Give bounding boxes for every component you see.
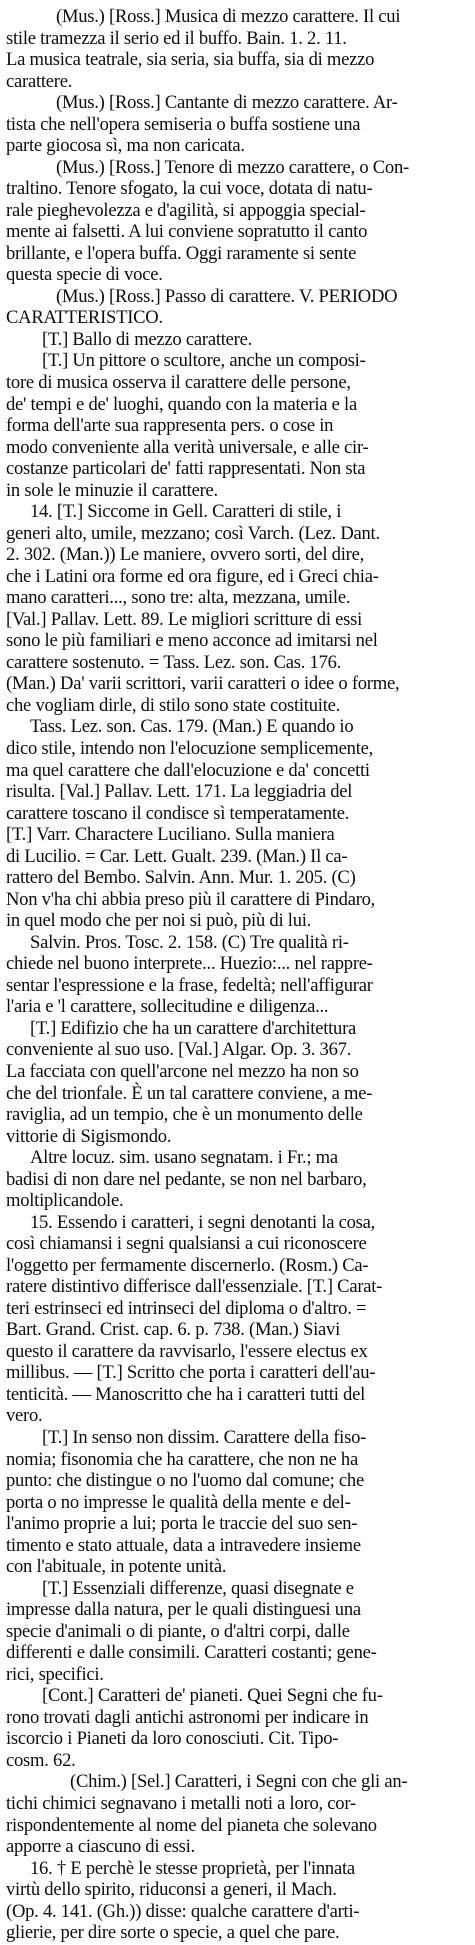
text-line: La musica teatrale, sia seria, sia buffa, sia di mezzo [6, 49, 375, 71]
text-line: teri estrinseci ed intrinseci del diploma o d'altro. = [6, 1297, 367, 1319]
text-line: traltino. Tenore sfogato, la cui voce, dotata di natu- [6, 178, 373, 200]
text-line: 15. Essendo i caratteri, i segni denotanti la cosa, [30, 1211, 376, 1233]
text-line: questa specie di voce. [6, 264, 163, 286]
text-line: [Val.] Pallav. Lett. 89. Le migliori scritture di essi [6, 608, 363, 630]
text-line: in quel modo che per noi si può, più di lui. [6, 910, 312, 932]
text-line: rono trovati dagli antichi astronomi per indicare in [6, 1706, 369, 1728]
text-line: [T.] Essenziali differenze, quasi disegnate e [42, 1577, 354, 1599]
text-line: timento e stato attuale, data a intravedere insieme [6, 1534, 361, 1556]
dictionary-page [0, 4, 475, 1944]
text-line: tichi chimici segnavano i metalli noti a loro, cor- [6, 1792, 356, 1814]
text-line: dico stile, intendo non l'elocuzione semplicemente, [6, 738, 374, 760]
text-line: sentar l'espressione e la frase, fedeltà; nell'affigurar [6, 974, 373, 996]
text-line: che del trionfale. È un tal carattere conviene, a me- [6, 1082, 373, 1104]
text-line: tore di musica osserva il carattere delle persone, [6, 372, 351, 393]
text-line: tista che nell'opera semiseria o buffa sostiene una [6, 113, 361, 135]
text-line: così chiamansi i segni qualsiansi a cui riconoscere [6, 1233, 367, 1255]
text-line: brillante, e l'opera buffa. Oggi raramente si sente [6, 242, 357, 264]
text-line: sono le più familiari e meno acconce ad imitarsi nel [6, 630, 378, 652]
text-line: che vogliam dirle, di stilo sono state costituite. [6, 694, 341, 716]
text-line: [T.] Edifizio che ha un carattere d'architettura [30, 1017, 357, 1039]
text-line: virtù dello spirito, riduconsi a generi, il Mach. [6, 1879, 337, 1901]
text-line: stile tramezza il serio ed il buffo. Bain. 1. 2. 11. [6, 27, 347, 49]
text-line: tenticità. — Manoscritto che ha i caratteri tutti del [6, 1383, 366, 1405]
text-line: [T.] In senso non dissim. Carattere della fiso- [42, 1426, 367, 1448]
text-line: millibus. — [T.] Scritto che porta i caratteri dell'au- [6, 1362, 376, 1384]
text-line: ratere distintivo differisce dall'essenziale. [T.] Carat- [6, 1276, 383, 1298]
text-line: raviglia, ad un tempio, che è un monumento delle [6, 1104, 363, 1126]
text-line: l'oggetto per fermamente discernerlo. (Rosm.) Ca- [6, 1254, 369, 1276]
text-line: Non v'ha chi abbia preso più il carattere di Pindaro, [6, 888, 376, 910]
text-line: chiede nel buono interprete... Huezio:... nel rappre- [6, 953, 373, 975]
text-line: glierie, per dire sorte o specie, a quel che pare. [6, 1922, 340, 1944]
text-line: l'aria e 'l carattere, sollecitudine e diligenza... [6, 996, 329, 1018]
text-line: cosm. 62. [6, 1749, 76, 1771]
text-line: impresse dalla natura, per le quali distinguesi una [6, 1599, 361, 1621]
text-line: [T.] Varr. Charactere Luciliano. Sulla maniera [6, 824, 335, 846]
text-line: conveniente al suo uso. [Val.] Algar. Op. 3. 367. [6, 1039, 352, 1061]
text-line: in sole le minuzie il carattere. [6, 479, 218, 501]
text-line: 2. 302. (Man.)) Le maniere, ovvero sorti, del dire, [6, 544, 364, 566]
text-line: rattero del Bembo. Salvin. Ann. Mur. 1. 205. (C) [6, 867, 356, 889]
text-line: (Man.) Da' varii scrittori, varii caratteri o idee o forme, [6, 673, 400, 695]
text-line: generi alto, umile, mezzano; così Varch. (Lez. Dant. [6, 522, 380, 544]
text-line: forma dell'arte sua rappresenta pers. o cose in [6, 415, 334, 437]
text-line: Tass. Lez. son. Cas. 179. (Man.) E quando io [30, 716, 354, 738]
text-line: carattere toscano il condisce sì temperatamente. [6, 802, 350, 824]
text-line: differenti e dalle consimili. Caratteri costanti; gene- [6, 1642, 377, 1664]
text-line: che i Latini ora forme ed ora figure, ed i Greci chia- [6, 565, 379, 587]
text-line: specie d'animali o di piante, o d'altri corpi, dalle [6, 1620, 350, 1642]
text-line: Bart. Grand. Crist. cap. 6. p. 738. (Man.) Siavi [6, 1319, 340, 1341]
text-line: mano caratteri..., sono tre: alta, mezzana, umile. [6, 587, 351, 609]
text-line: [Cont.] Caratteri de' pianeti. Quei Segni che fu- [42, 1685, 383, 1707]
text-line: (Mus.) [Ross.] Passo di carattere. V. PERIODO [56, 285, 398, 307]
text-line: rispondentemente al nome del pianeta che solevano [6, 1814, 377, 1836]
text-line: parte giocosa sì, ma non caricata. [6, 135, 245, 157]
text-line: [T.] Un pittore o scultore, anche un composi- [42, 350, 366, 372]
text-line: l'animo proprie a lui; porta le traccie del suo sen- [6, 1513, 358, 1535]
text-line: 16. † E perchè le stesse proprietà, per l'innata [30, 1857, 355, 1879]
text-line: modo conveniente alla verità universale, e alle cir- [6, 436, 369, 458]
text-line: badisi di non dare nel pedante, se non nel barbaro, [6, 1168, 367, 1190]
text-line: mente ai falsetti. A lui conviene sopratutto il canto [6, 221, 368, 243]
text-line: carattere sostenuto. = Tass. Lez. son. Cas. 176. [6, 651, 342, 673]
text-line: rale pieghevolezza e d'agilità, si appoggia special- [6, 199, 366, 221]
text-line: punto: che distingue o no l'uomo dal comune; che [6, 1470, 364, 1492]
text-line: de' tempi e de' luoghi, quando con la materia e la [6, 393, 357, 415]
text-line: (Chim.) [Sel.] Caratteri, i Segni con che gli an- [70, 1771, 408, 1793]
text-line: apporre a ciascuno di essi. [6, 1836, 195, 1858]
text-line: questo il carattere da ravvisarlo, l'essere electus ex [6, 1340, 368, 1362]
text-line: La facciata con quell'arcone nel mezzo ha non so [6, 1060, 359, 1082]
text-line: vittorie di Sigismondo. [6, 1125, 172, 1147]
text-line: Altre locuz. sim. usano segnatam. i Fr.; ma [30, 1147, 338, 1169]
text-line: nomia; fisonomia che ha carattere, che non ne ha [6, 1448, 358, 1470]
text-line: con l'abituale, in potente unità. [6, 1556, 227, 1578]
text-line: rici, specifici. [6, 1663, 104, 1685]
text-line: ma quel carattere che dall'elocuzione e da' concetti [6, 759, 370, 781]
text-line: costanze particolari de' fatti rappresentati. Non sta [6, 458, 366, 480]
text-line: moltiplicandole. [6, 1190, 124, 1212]
text-line: di Lucilio. = Car. Lett. Gualt. 239. (Man.) Il ca- [6, 845, 348, 867]
text-line: Salvin. Pros. Tosc. 2. 158. (C) Tre qualità ri- [30, 931, 349, 953]
text-line: (Mus.) [Ross.] Musica di mezzo carattere. Il cui [56, 6, 401, 27]
text-line: porta o no impresse le qualità della mente e del- [6, 1491, 351, 1513]
text-line: (Mus.) [Ross.] Tenore di mezzo carattere, o Con- [56, 156, 409, 178]
text-line: risulta. [Val.] Pallav. Lett. 171. La leggiadria del [6, 781, 353, 803]
text-line: (Mus.) [Ross.] Cantante di mezzo carattere. Ar- [56, 92, 398, 114]
text-line: iscorcio i Pianeti da loro conosciuti. Cit. Tipo- [6, 1728, 339, 1750]
text-line: carattere. [6, 70, 73, 92]
text-line: CARATTERISTICO. [6, 307, 163, 329]
text-line: [T.] Ballo di mezzo carattere. [42, 328, 252, 350]
text-line: 14. [T.] Siccome in Gell. Caratteri di stile, i [30, 501, 342, 523]
text-line: (Op. 4. 141. (Gh.)) disse: qualche carattere d'arti- [6, 1900, 360, 1922]
text-line: vero. [6, 1405, 43, 1427]
